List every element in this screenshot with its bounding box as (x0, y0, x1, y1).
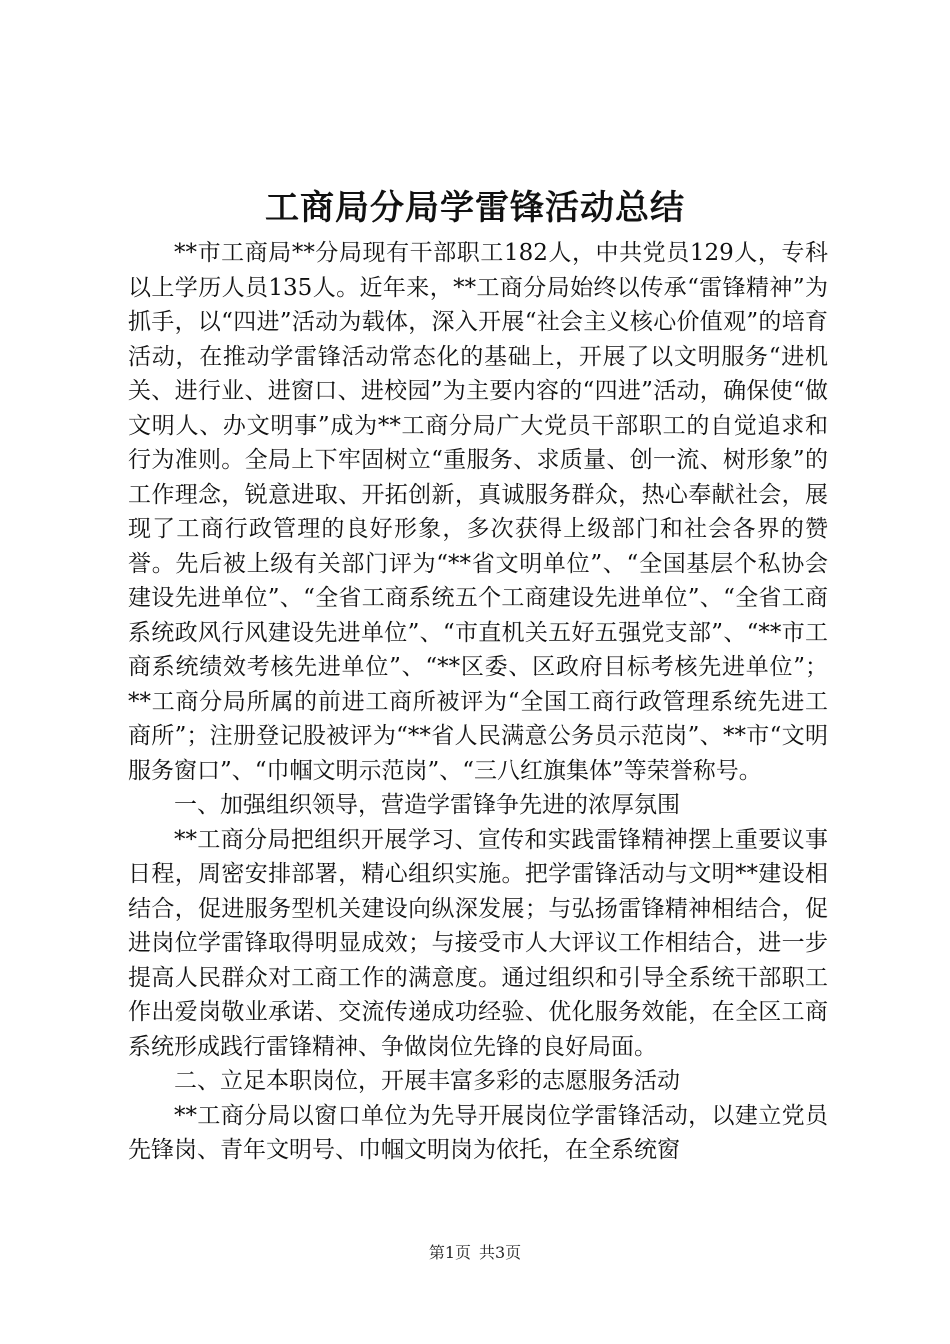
document-title: 工商局分局学雷锋活动总结 (265, 188, 685, 228)
page-total: 共3页 (479, 1243, 522, 1262)
page-number: 第1页 (428, 1243, 471, 1262)
section-heading-1: 一、加强组织领导，营造学雷锋争先进的浓厚氛围 (174, 792, 680, 818)
paragraph-section-2: **工商分局以窗口单位为先导开展岗位学雷锋活动，以建立党员先锋岗、青年文明号、巾帼文明岗为依托，在全系统窗 (128, 1102, 828, 1163)
paragraph-intro: **市工商局**分局现有干部职工182人，中共党员129人，专科以上学历人员135人。近年来，**工商分局始终以传承“雷锋精神”为抓手，以“四进”活动为载体，深入开展“社会主义核心价值观”的培育活动，在推动学雷锋活动常态化的基础上，开展了以文明服务“进机关、进行业、进窗口、进校园”为主要内容的“四进”活动，确保使“做文明人、办文明事”成为**工商分局广大党员干部职工的自觉追求和行为准则。全局上下牢固树立“重服务、求质量、创一流、树形象”的工作理念，锐意进取、开拓创新，真诚服务群众，热心奉献社会，展现了工商行政管理的良好形象，多次获得上级部门和社会各界的赞誉。先后被上级有关部门评为“**省文明单位”、“全国基层个私协会建设先进单位”、“全省工商系统五个工商建设先进单位”、“全省工商系统政风行风建设先进单位”、“市直机关五好五强党支部”、“**市工商系统绩效考核先进单位”、“**区委、区政府目标考核先进单位”；**工商分局所属的前进工商所被评为“全国工商行政管理系统先进工商所”；注册登记股被评为“**省人民满意公务员示范岗”、**市“文明服务窗口”、“巾帼文明示范岗”、“三八红旗集体”等荣誉称号。 (128, 240, 828, 784)
page-footer (0, 1242, 950, 1264)
document-body (128, 236, 828, 1168)
paragraph-section-1: **工商分局把组织开展学习、宣传和实践雷锋精神摆上重要议事日程，周密安排部署，精心组织实施。把学雷锋活动与文明**建设相结合，促进服务型机关建设向纵深发展；与弘扬雷锋精神相结合，促进岗位学雷锋取得明显成效；与接受市人大评议工作相结合，进一步提高人民群众对工商工作的满意度。通过组织和引导全系统干部职工作出爱岗敬业承诺、交流传递成功经验、优化服务效能，在全区工商系统形成践行雷锋精神、争做岗位先锋的良好局面。 (128, 826, 828, 1060)
section-heading-2: 二、立足本职岗位，开展丰富多彩的志愿服务活动 (174, 1068, 680, 1094)
